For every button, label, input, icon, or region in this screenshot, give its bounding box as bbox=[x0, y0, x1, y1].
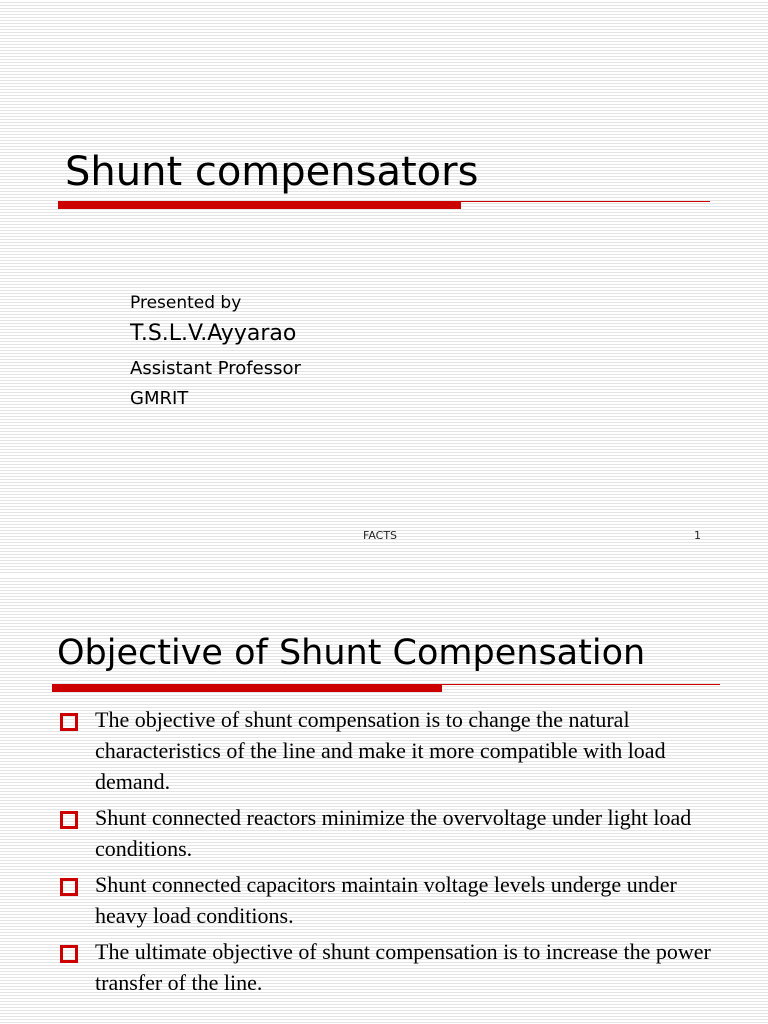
bullet-text: The ultimate objective of shunt compensation is to increase the power transfer of the line. bbox=[95, 939, 711, 995]
bullet-item bbox=[60, 802, 720, 864]
title-underline-thin bbox=[461, 201, 710, 202]
bullet-item bbox=[60, 869, 720, 931]
title-underline-thick bbox=[52, 684, 442, 692]
title-underline-thin bbox=[442, 684, 720, 685]
presenter-block bbox=[130, 290, 301, 414]
checkbox-square-icon bbox=[60, 811, 78, 829]
presenter-role: Assistant Professor bbox=[130, 358, 301, 379]
title-underline-thick bbox=[58, 201, 461, 209]
checkbox-square-icon bbox=[60, 945, 78, 963]
presented-by-label: Presented by bbox=[130, 293, 242, 313]
slide-title: Shunt compensators bbox=[65, 149, 479, 195]
slide-2 bbox=[0, 576, 768, 1024]
footer-text: FACTS bbox=[363, 529, 398, 542]
slide-title: Objective of Shunt Compensation bbox=[57, 633, 646, 673]
bullet-list bbox=[60, 704, 720, 1003]
checkbox-square-icon bbox=[60, 713, 78, 731]
bullet-text: Shunt connected capacitors maintain voltage levels underge under heavy load conditions. bbox=[95, 872, 677, 928]
bullet-item bbox=[60, 936, 720, 998]
slide-number: 1 bbox=[694, 529, 701, 542]
bullet-item bbox=[60, 704, 720, 797]
presenter-name: T.S.L.V.Ayyarao bbox=[130, 321, 297, 346]
bullet-text: The objective of shunt compensation is to change the natural characteristics of the line and make it more compatible with load demand. bbox=[95, 707, 666, 794]
presenter-organization: GMRIT bbox=[130, 388, 189, 409]
checkbox-square-icon bbox=[60, 878, 78, 896]
bullet-text: Shunt connected reactors minimize the overvoltage under light load conditions. bbox=[95, 805, 692, 861]
